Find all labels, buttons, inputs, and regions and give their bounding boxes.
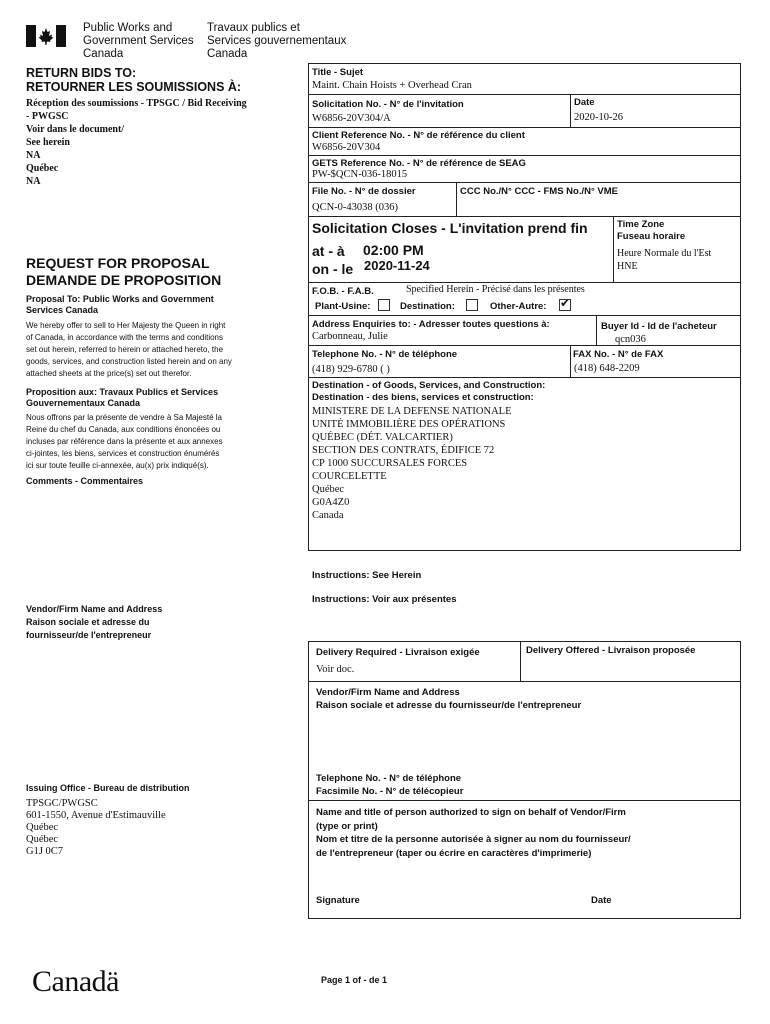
issuing-office-label: Issuing Office - Bureau de distribution (26, 783, 190, 793)
fax-value: (418) 648-2209 (574, 363, 640, 374)
buyer-id-value: qcn036 (615, 334, 646, 345)
checkmark-icon: ✔ (560, 296, 571, 310)
department-name-en: Public Works and Government Services Canada (83, 22, 194, 60)
return-bids-address: Réception des soumissions - TPSGC / Bid Receiving - PWGSC Voir dans le document/ See herein NA Québec NA (26, 98, 247, 187)
vendor-firm-label: Vendor/Firm Name and Address Raison sociale et adresse du fournisseur/de l'entrepreneur (316, 687, 582, 711)
signature-date-label: Date (591, 895, 612, 906)
delivery-required-label: Delivery Required - Livraison exigée (316, 647, 480, 658)
rfp-title: REQUEST FOR PROPOSAL DEMANDE DE PROPOSITION (26, 255, 222, 288)
closes-on-label: on - le (312, 261, 354, 277)
other-autre-label: Other-Autre: (490, 301, 547, 312)
destination-checkbox[interactable] (466, 299, 478, 311)
vendor-name-address-label: Vendor/Firm Name and Address Raison sociale et adresse du fournisseur/de l'entrepreneur (26, 604, 163, 640)
solicitation-no-label: Solicitation No. - N° de l'invitation (312, 99, 464, 110)
file-no-label: File No. - N° de dossier (312, 186, 416, 197)
ccc-no-label: CCC No./N° CCC - FMS No./N° VME (460, 186, 619, 197)
signature-label: Signature (316, 895, 360, 906)
proposal-to: Proposal To: Public Works and Government Services Canada (26, 294, 214, 315)
return-bids-title: RETURN BIDS TO: RETOURNER LES SOUMISSIONS À: (26, 66, 242, 94)
page-number: Page 1 of - de 1 (321, 975, 388, 985)
telephone-value: (418) 929-6780 ( ) (312, 364, 390, 375)
plant-usine-label: Plant-Usine: (315, 301, 371, 312)
issuing-office-address: TPSGC/PWGSC 601-1550, Avenue d'Estimauville Québec Québec G1J 0C7 (26, 798, 166, 857)
destination-goods-label: Destination - of Goods, Services, and Construction: Destination - des biens, services et construction: (312, 380, 546, 403)
fax-label: FAX No. - N° de FAX (573, 349, 664, 360)
authorized-person-label: Name and title of person authorized to sign on behalf of Vendor/Firm (type or print) Nom et titre de la personne autorisée à signer au nom du fournisseur/ de l'entrepreneur (taper ou écrire en caractères d'imprimerie) (316, 807, 631, 859)
closes-at-label: at - à (312, 243, 345, 259)
fob-label: F.O.B. - F.A.B. (312, 286, 374, 297)
closes-at-value: 02:00 PM (363, 242, 424, 258)
vendor-phone-fax-label: Telephone No. - N° de téléphone Facsimile No. - N° de télécopieur (316, 773, 464, 797)
instructions-fr: Instructions: Voir aux présentes (312, 594, 457, 605)
government-flag-icon (26, 25, 66, 47)
address-enquiries-value: Carbonneau, Julie (312, 331, 388, 342)
client-reference-value: W6856-20V304 (312, 142, 381, 153)
gets-reference-value: PW-$QCN-036-18015 (312, 169, 408, 180)
closes-on-value: 2020-11-24 (364, 258, 430, 273)
title-value: Maint. Chain Hoists + Overhead Cran (312, 80, 472, 91)
delivery-required-value: Voir doc. (316, 664, 355, 675)
destination-checkbox-label: Destination: (400, 301, 455, 312)
gets-reference-label: GETS Reference No. - N° de référence de SEAG (312, 158, 526, 169)
canada-wordmark: Canadä (32, 965, 119, 998)
delivery-offered-label: Delivery Offered - Livraison proposée (526, 645, 696, 656)
file-no-value: QCN-0-43038 (036) (312, 202, 399, 213)
department-name-fr: Travaux publics et Services gouvernementaux Canada (207, 22, 347, 60)
proposition-aux: Proposition aux: Travaux Publics et Services Gouvernementaux Canada (26, 387, 219, 408)
solicitation-no-value: W6856-20V304/A (312, 113, 391, 124)
title-label: Title - Sujet (312, 67, 364, 78)
proposition-text: Nous offrons par la présente de vendre à Sa Majesté la Reine du chef du Canada, aux conditions énoncées ou incluses par référence dans la présente et aux annexes ci-jointes, les biens, services et construction énumérés ici sur toute feuille ci-annexée, au(x) prix indiqué(s). (26, 413, 223, 470)
address-enquiries-label: Address Enquiries to: - Adresser toutes questions à: (312, 319, 550, 330)
plant-usine-checkbox[interactable] (378, 299, 390, 311)
comments-label: Comments - Commentaires (26, 476, 144, 486)
proposal-to-text: We hereby offer to sell to Her Majesty the Queen in right of Canada, in accordance with the terms and conditions set out herein, referred to herein or attached hereto, the goods, services, and construction listed herein and on any attached sheets at the price(s) set out therefor. (26, 321, 232, 378)
fob-value: Specified Herein - Précisé dans les présentes (406, 284, 585, 295)
buyer-id-label: Buyer Id - Id de l'acheteur (601, 321, 717, 332)
destination-goods-address: MINISTERE DE LA DEFENSE NATIONALE UNITÉ IMMOBILIÈRE DES OPÉRATIONS QUÉBEC (DÉT. VALCARTIER) SECTION DES CONTRATS, ÉDIFICE 72 CP 1000 SUCCURSALES FORCES COURCELETTE Québec G0A4Z0 Canada (312, 406, 512, 521)
date-value: 2020-10-26 (574, 112, 623, 123)
time-zone-value: Heure Normale du l'Est HNE (617, 248, 712, 272)
telephone-label: Telephone No. - N° de téléphone (312, 349, 458, 360)
solicitation-closes-title: Solicitation Closes - L'invitation prend fin (312, 220, 588, 236)
instructions-en: Instructions: See Herein (312, 570, 422, 581)
date-label: Date (574, 97, 595, 108)
time-zone-label: Time Zone Fuseau horaire (617, 219, 686, 242)
client-reference-label: Client Reference No. - N° de référence du client (312, 130, 525, 141)
